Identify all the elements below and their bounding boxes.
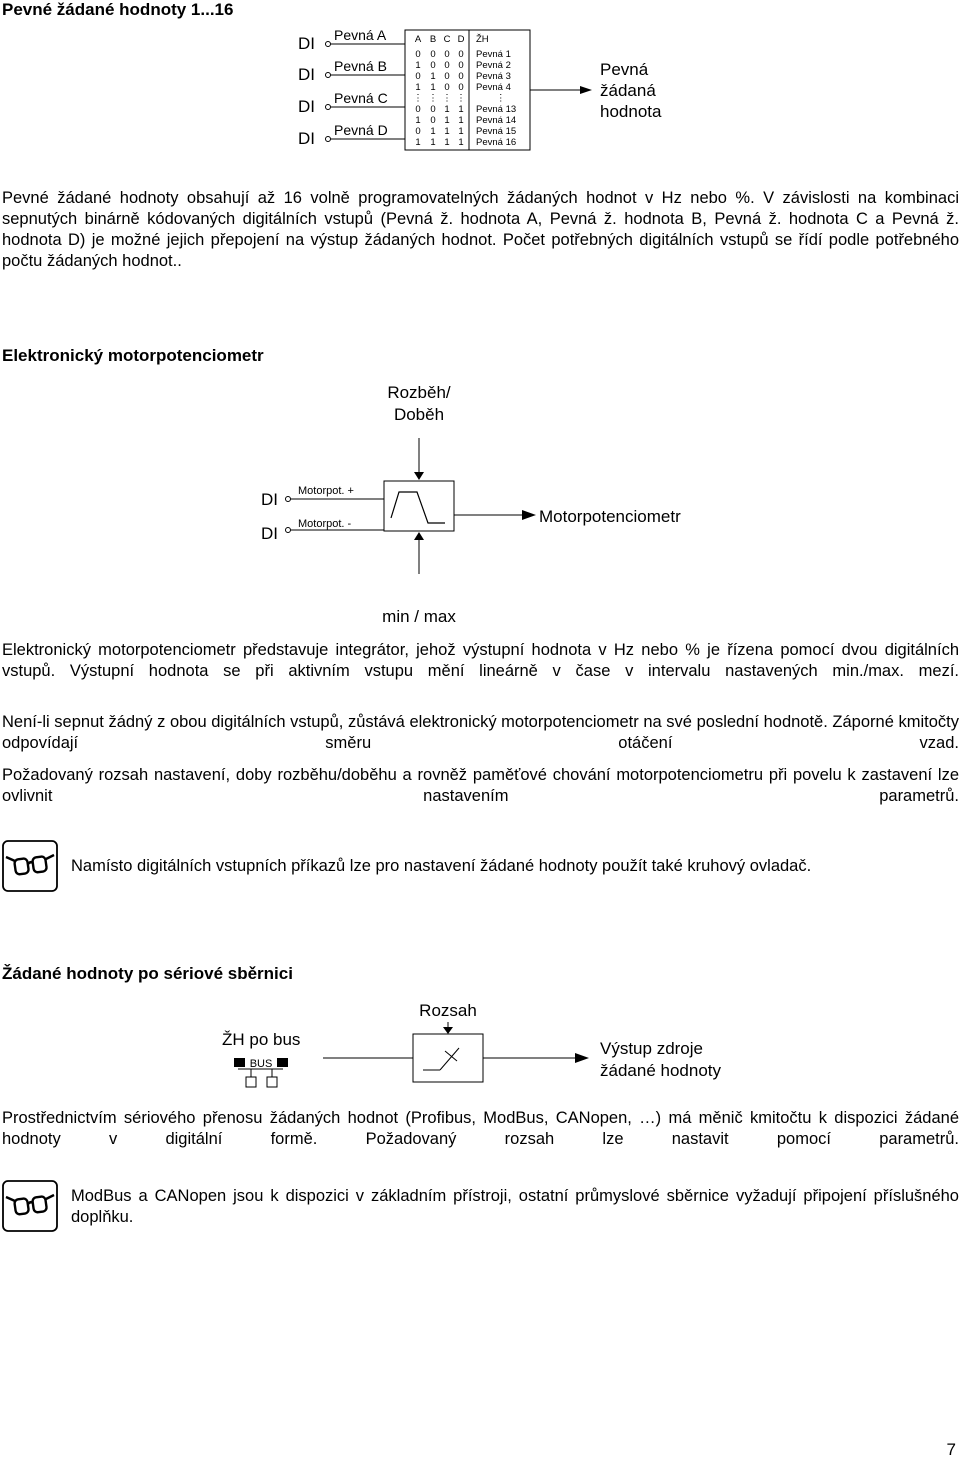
table-cell-bit: 1 [415,60,421,71]
di-label: DI [298,97,315,116]
table-cell-bit: 0 [458,60,464,71]
di-label: DI [261,524,278,543]
table-cell-bit: 1 [430,71,436,82]
page-number: 7 [946,1440,956,1459]
table-cell-bit: 0 [415,126,421,137]
output-label: žádaná [600,81,656,100]
section-title-fixed-setpoints: Pevné žádané hodnoty 1...16 [2,0,234,19]
motorpot-paragraph-2: Není-li sepnut žádný z obou digitálních vstupů, zůstává elektronický motorpotenciometr na své poslední hodnotě. Záporné kmitočty odpovídají směru otáčení vzad. [2,713,959,752]
table-cell-bit: ⋮ [456,93,466,104]
table-cell-bit: 0 [458,49,464,60]
table-cell-value: Pevná 4 [476,82,511,93]
input-label-fixed-a: Pevná A [334,27,387,43]
motorpot-note: Namísto digitálních vstupních příkazů lze pro nastavení žádané hodnoty použít také kruhový ovladač. [71,857,812,875]
table-cell-bit: 0 [444,49,450,60]
input-label-motorpot-plus: Motorpot. + [298,485,354,497]
table-cell-value: Pevná 15 [476,126,517,137]
table-cell-bit: 0 [444,71,450,82]
table-cell-value: Pevná 3 [476,71,511,82]
table-header: A [414,34,422,45]
table-cell-bit: ⋮ [442,93,452,104]
table-cell-bit: 1 [458,115,464,126]
table-cell-value: Pevná 13 [476,104,517,115]
bus-output-label: žádané hodnoty [600,1061,721,1080]
table-cell-bit: 0 [444,82,450,93]
table-cell-bit: 0 [430,60,436,71]
bus-badge: BUS [249,1058,273,1070]
table-cell-value: Pevná 14 [476,115,517,126]
output-label: Pevná [600,60,649,79]
bus-input-label: ŽH po bus [222,1030,301,1049]
table-cell-value: Pevná 2 [476,60,511,71]
table-cell-bit: 1 [444,126,450,137]
fixed-setpoint-diagram [290,20,710,160]
section-title-serial-bus: Žádané hodnoty po sériové sběrnici [2,964,293,983]
range-label: Rozsah [419,1001,477,1020]
di-label: DI [298,65,315,84]
table-cell-bit: 0 [430,104,436,115]
note-glasses-icon [2,1180,58,1232]
di-label: DI [298,129,315,148]
table-cell-bit: ⋮ [413,93,423,104]
table-cell-bit: 1 [458,137,464,148]
table-cell-value: ⋮ [496,93,506,104]
table-cell-bit: 0 [458,71,464,82]
input-label-fixed-d: Pevná D [334,122,388,138]
serial-bus-paragraph: Prostřednictvím sériového přenosu žádaných hodnot (Profibus, ModBus, CANopen, …) má měnič kmitočtu k dispozici žádané hodnoty v digitální formě. Požadovaný rozsah lze nastavit pomocí parametrů. [2,1109,959,1148]
table-cell-bit: 1 [444,104,450,115]
table-cell-bit: 1 [458,104,464,115]
input-label-fixed-b: Pevná B [334,58,387,74]
fixed-setpoint-description: Pevné žádané hodnoty obsahují až 16 volně programovatelných žádaných hodnot v Hz nebo %. V závislosti na kombinaci sepnutých binárně kódovaných digitálních vstupů (Pevná ž. hodnota A, Pevná ž. hodnota B, Pevná ž. hodnota C a Pevná ž. hodnota D) je možné jejich přepojení na výstup žádaných hodnot. Počet potřebných digitálních vstupů se řídí podle potřebného počtu žádaných hodnot.. [2,189,959,270]
table-header: ŽH [476,34,489,45]
table-cell-value: Pevná 16 [476,137,517,148]
table-cell-bit: 0 [415,71,421,82]
di-label: DI [261,490,278,509]
table-cell-bit: 1 [430,82,436,93]
table-cell-bit: 1 [415,115,421,126]
motorpot-output-label: Motorpotenciometr [539,507,681,526]
table-cell-bit: 0 [415,49,421,60]
serial-bus-diagram [218,996,758,1098]
table-cell-bit: 1 [444,115,450,126]
table-cell-bit: 1 [430,137,436,148]
table-cell-bit: 0 [430,115,436,126]
table-cell-bit: 1 [444,137,450,148]
note-glasses-icon [2,840,58,892]
section-title-motorpot: Elektronický motorpotenciometr [2,346,264,365]
serial-bus-note: ModBus a CANopen jsou k dispozici v základním přístroji, ostatní průmyslové sběrnice vyžadují připojení příslušného doplňku. [71,1187,959,1226]
output-label: hodnota [600,102,662,121]
table-cell-bit: 0 [458,82,464,93]
input-label-fixed-c: Pevná C [334,90,388,106]
ramp-label: Rozběh/ [387,383,451,402]
table-header: C [443,34,451,45]
input-label-motorpot-minus: Motorpot. - [298,518,352,530]
table-cell-bit: 1 [415,137,421,148]
bus-output-label: Výstup zdroje [600,1039,703,1058]
min-max-label: min / max [382,607,456,626]
table-cell-value: Pevná 1 [476,49,511,60]
motorpot-paragraph-1: Elektronický motorpotenciometr představuje integrátor, jehož výstupní hodnota v Hz nebo % je řízena pomocí dvou digitálních vstupů. Výstupní hodnota se při aktivním vstupu mění lineárně v čase v intervalu nastavených min./max. mezí. [2,641,959,680]
table-cell-bit: 1 [415,82,421,93]
table-header: B [429,34,437,45]
table-header: D [457,34,465,45]
table-cell-bit: 0 [444,60,450,71]
di-label: DI [298,34,315,53]
table-cell-bit: 0 [430,49,436,60]
table-cell-bit: ⋮ [428,93,438,104]
table-cell-bit: 0 [415,104,421,115]
ramp-label: Doběh [393,405,445,424]
table-cell-bit: 1 [458,126,464,137]
motorpot-diagram [250,378,750,628]
motorpot-paragraph-3: Požadovaný rozsah nastavení, doby rozběhu/doběhu a rovněž paměťové chování motorpotenciometru při povelu k zastavení lze ovlivnit nastavením parametrů. [2,766,959,805]
table-cell-bit: 1 [430,126,436,137]
